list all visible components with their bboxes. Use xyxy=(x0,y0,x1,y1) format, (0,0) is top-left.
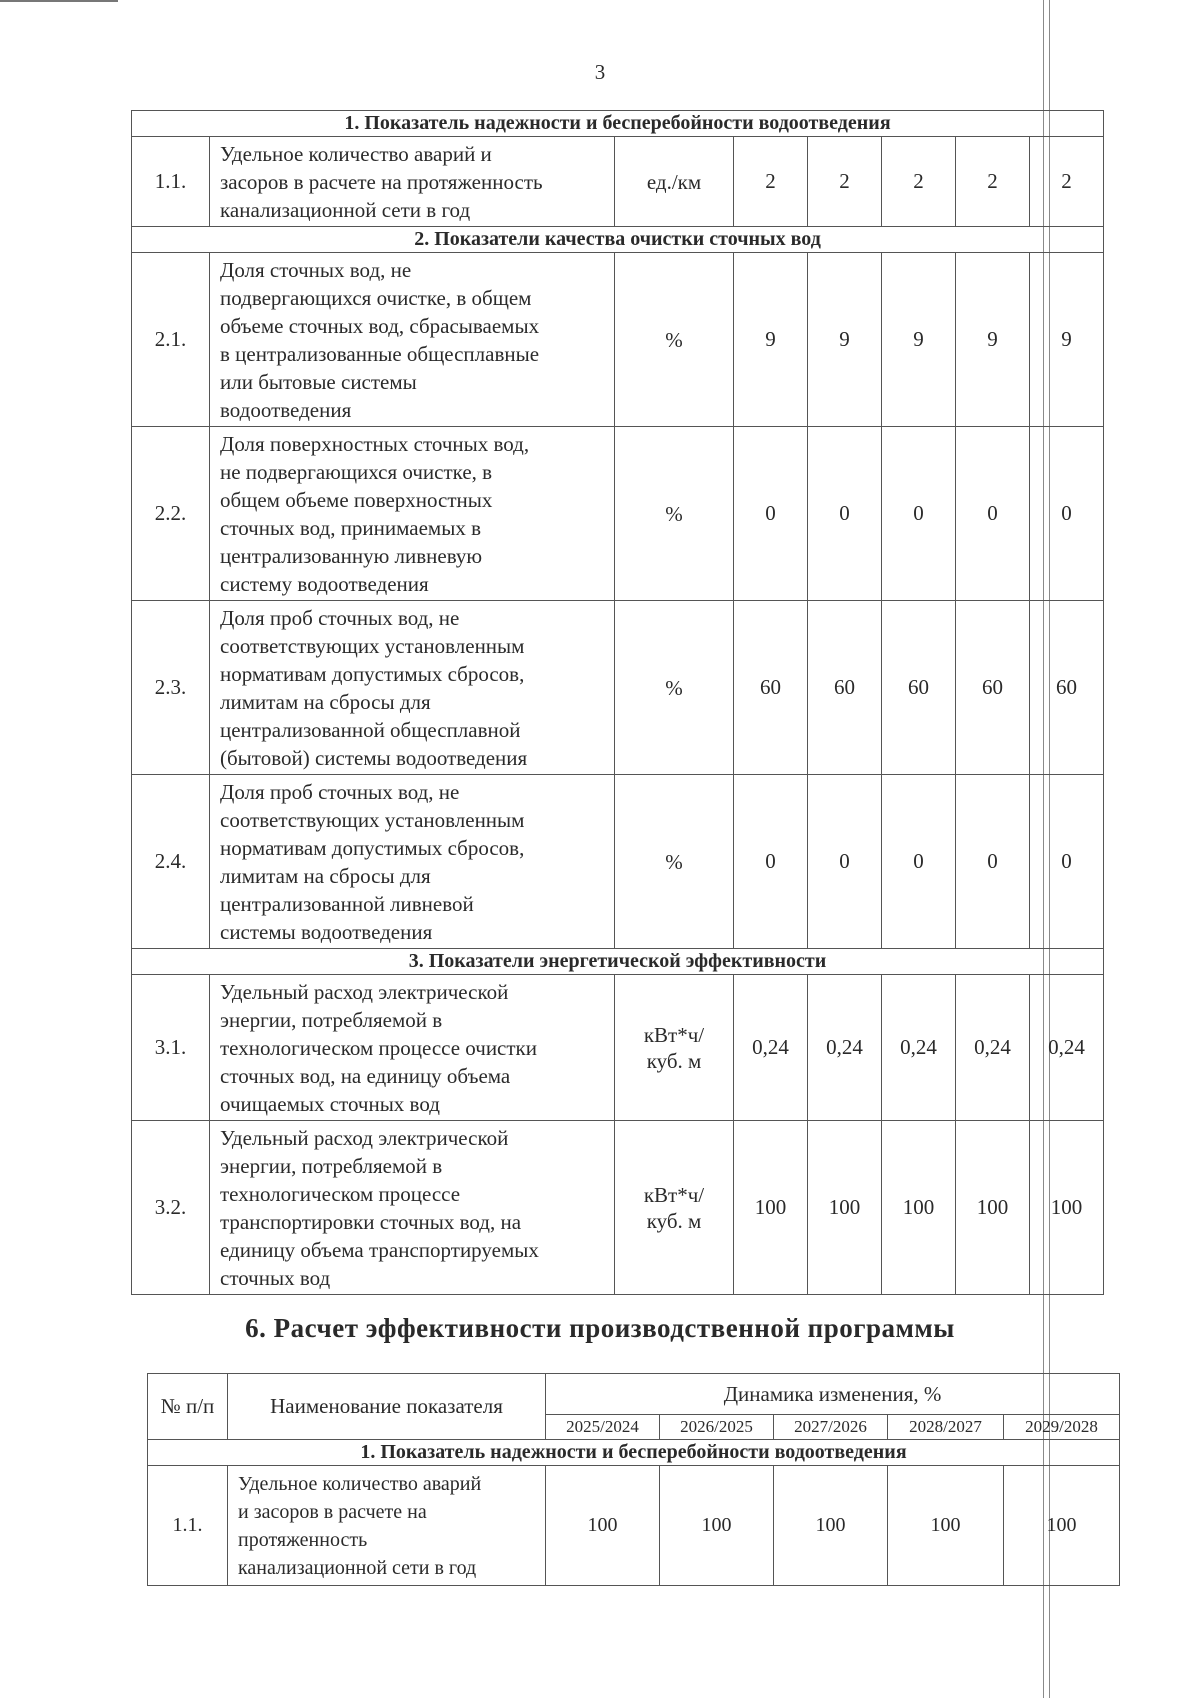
unit-cell: % xyxy=(615,427,734,601)
value-cell: 2 xyxy=(808,137,882,227)
desc-text-line: лимитам на сбросы для xyxy=(220,864,431,888)
desc-text-line: канализационной сети в год xyxy=(220,198,471,222)
table-row xyxy=(132,137,1104,227)
value-cell: 2 xyxy=(956,137,1030,227)
table-row xyxy=(132,975,1104,1121)
desc-text-line: протяженность xyxy=(238,1529,368,1551)
value-cell: 0 xyxy=(956,427,1030,601)
desc-text-line: централизованной общесплавной xyxy=(220,718,521,742)
value-cell: 100 xyxy=(888,1466,1004,1586)
value-cell: 0,24 xyxy=(808,975,882,1121)
desc-text-line: технологическом процессе xyxy=(220,1182,461,1206)
value-cell: 60 xyxy=(956,601,1030,775)
year-header: 2028/2027 xyxy=(888,1415,1004,1440)
value-cell: 0 xyxy=(734,775,808,949)
value-cell: 0 xyxy=(734,427,808,601)
unit-cell: % xyxy=(615,775,734,949)
value-cell: 100 xyxy=(882,1121,956,1295)
indicator-name xyxy=(210,775,615,949)
desc-text-line: централизованной ливневой xyxy=(220,892,474,916)
indicator-name xyxy=(210,253,615,427)
desc-text-line: объеме сточных вод, сбрасываемых xyxy=(220,314,540,338)
indicator-name xyxy=(210,1121,615,1295)
value-cell: 100 xyxy=(734,1121,808,1295)
table-row xyxy=(132,775,1104,949)
value-cell: 60 xyxy=(808,601,882,775)
value-cell: 0,24 xyxy=(956,975,1030,1121)
row-number: 2.1. xyxy=(132,253,210,427)
indicator-name xyxy=(210,975,615,1121)
section-row: 1. Показатель надежности и бесперебойности водоотведения xyxy=(148,1440,1120,1466)
unit-text-line: кВт*ч/ xyxy=(643,1182,705,1207)
section-title: 3. Показатели энергетической эффективности xyxy=(132,949,1104,975)
table-row xyxy=(132,601,1104,775)
value-cell: 0 xyxy=(1030,427,1104,601)
desc-text-line: единицу объема транспортируемых xyxy=(220,1238,539,1262)
indicator-name xyxy=(228,1466,546,1586)
unit-text-line: куб. м xyxy=(646,1208,702,1233)
unit-text-line: куб. м xyxy=(646,1048,702,1073)
desc-text-line: энергии, потребляемой в xyxy=(220,1154,443,1178)
desc-text-line: подвергающихся очистке, в общем xyxy=(220,286,532,310)
value-cell: 0 xyxy=(882,427,956,601)
desc-text-line: и засоров в расчете на xyxy=(238,1501,427,1523)
table-row xyxy=(148,1466,1120,1586)
scan-edge-mark xyxy=(0,0,118,2)
unit-cell: ед./км xyxy=(615,137,734,227)
value-cell: 2 xyxy=(882,137,956,227)
row-number: 3.2. xyxy=(132,1121,210,1295)
efficiency-table xyxy=(147,1373,1120,1586)
value-cell: 2 xyxy=(734,137,808,227)
desc-text-line: транспортировки сточных вод, на xyxy=(220,1210,522,1234)
row-number: 1.1. xyxy=(132,137,210,227)
value-cell: 9 xyxy=(956,253,1030,427)
desc-text-line: очищаемых сточных вод xyxy=(220,1092,440,1116)
table-row xyxy=(132,253,1104,427)
value-cell: 60 xyxy=(1030,601,1104,775)
value-cell: 100 xyxy=(956,1121,1030,1295)
desc-text-line: Доля поверхностных сточных вод, xyxy=(220,432,530,456)
desc-text-line: не подвергающихся очистке, в xyxy=(220,460,493,484)
value-cell: 0,24 xyxy=(882,975,956,1121)
value-cell: 9 xyxy=(808,253,882,427)
unit-cell: % xyxy=(615,253,734,427)
unit-cell xyxy=(615,1121,734,1295)
desc-text-line: соответствующих установленным xyxy=(220,634,525,658)
section-title: 2. Показатели качества очистки сточных вод xyxy=(132,227,1104,253)
value-cell: 9 xyxy=(1030,253,1104,427)
row-number: 2.4. xyxy=(132,775,210,949)
indicator-name xyxy=(210,427,615,601)
desc-text-line: Доля проб сточных вод, не xyxy=(220,780,460,804)
desc-text-line: Удельное количество аварий и xyxy=(220,142,492,166)
desc-text-line: водоотведения xyxy=(220,398,352,422)
desc-text-line: сточных вод, на единицу объема xyxy=(220,1064,511,1088)
value-cell: 100 xyxy=(660,1466,774,1586)
value-cell: 2 xyxy=(1030,137,1104,227)
value-cell: 9 xyxy=(882,253,956,427)
row-number: 2.2. xyxy=(132,427,210,601)
indicator-name xyxy=(210,137,615,227)
value-cell: 100 xyxy=(808,1121,882,1295)
value-cell: 0,24 xyxy=(1030,975,1104,1121)
value-cell: 100 xyxy=(774,1466,888,1586)
desc-text-line: Удельное количество аварий xyxy=(238,1473,482,1495)
value-cell: 0 xyxy=(956,775,1030,949)
desc-text-line: (бытовой) системы водоотведения xyxy=(220,746,528,770)
desc-text-line: централизованную ливневую xyxy=(220,544,483,568)
desc-text-line: систему водоотведения xyxy=(220,572,429,596)
row-number: 1.1. xyxy=(148,1466,228,1586)
year-header: 2029/2028 xyxy=(1004,1415,1120,1440)
desc-text-line: засоров в расчете на протяженность xyxy=(220,170,543,194)
page-number: 3 xyxy=(594,60,606,84)
year-header: 2025/2024 xyxy=(546,1415,660,1440)
desc-text-line: системы водоотведения xyxy=(220,920,433,944)
desc-text-line: канализационной сети в год xyxy=(238,1557,477,1579)
column-header-dynamics: Динамика изменения, % xyxy=(546,1374,1120,1415)
value-cell: 100 xyxy=(546,1466,660,1586)
desc-text-line: Доля проб сточных вод, не xyxy=(220,606,460,630)
value-cell: 0,24 xyxy=(734,975,808,1121)
value-cell: 100 xyxy=(1004,1466,1120,1586)
desc-text-line: нормативам допустимых сбросов, xyxy=(220,836,525,860)
value-cell: 0 xyxy=(882,775,956,949)
unit-text-line: кВт*ч/ xyxy=(643,1022,705,1047)
column-header-number: № п/п xyxy=(148,1374,228,1440)
year-header: 2026/2025 xyxy=(660,1415,774,1440)
desc-text-line: в централизованные общесплавные xyxy=(220,342,540,366)
column-header-name: Наименование показателя xyxy=(228,1374,546,1440)
desc-text-line: технологическом процессе очистки xyxy=(220,1036,537,1060)
desc-text-line: сточных вод, принимаемых в xyxy=(220,516,481,540)
value-cell: 0 xyxy=(1030,775,1104,949)
section-row xyxy=(132,111,1104,137)
section-heading: 6. Расчет эффективности производственной программы xyxy=(245,1313,955,1343)
value-cell: 0 xyxy=(808,775,882,949)
section-row xyxy=(132,949,1104,975)
indicator-name xyxy=(210,601,615,775)
desc-text-line: или бытовые системы xyxy=(220,370,417,394)
section-title: 1. Показатель надежности и бесперебойности водоотведения xyxy=(132,111,1104,137)
unit-cell: % xyxy=(615,601,734,775)
desc-text-line: нормативам допустимых сбросов, xyxy=(220,662,525,686)
desc-text-line: энергии, потребляемой в xyxy=(220,1008,443,1032)
row-number: 2.3. xyxy=(132,601,210,775)
desc-text-line: Удельный расход электрической xyxy=(220,1126,509,1150)
section-row xyxy=(132,227,1104,253)
value-cell: 0 xyxy=(808,427,882,601)
value-cell: 9 xyxy=(734,253,808,427)
desc-text-line: Доля сточных вод, не xyxy=(220,258,412,282)
desc-text-line: соответствующих установленным xyxy=(220,808,525,832)
year-header: 2027/2026 xyxy=(774,1415,888,1440)
value-cell: 60 xyxy=(882,601,956,775)
desc-text-line: Удельный расход электрической xyxy=(220,980,509,1004)
value-cell: 100 xyxy=(1030,1121,1104,1295)
table-row xyxy=(132,427,1104,601)
row-number: 3.1. xyxy=(132,975,210,1121)
indicators-table xyxy=(131,110,1104,1295)
unit-cell xyxy=(615,975,734,1121)
desc-text-line: общем объеме поверхностных xyxy=(220,488,493,512)
desc-text-line: сточных вод xyxy=(220,1266,331,1290)
value-cell: 60 xyxy=(734,601,808,775)
table-row xyxy=(132,1121,1104,1295)
desc-text-line: лимитам на сбросы для xyxy=(220,690,431,714)
